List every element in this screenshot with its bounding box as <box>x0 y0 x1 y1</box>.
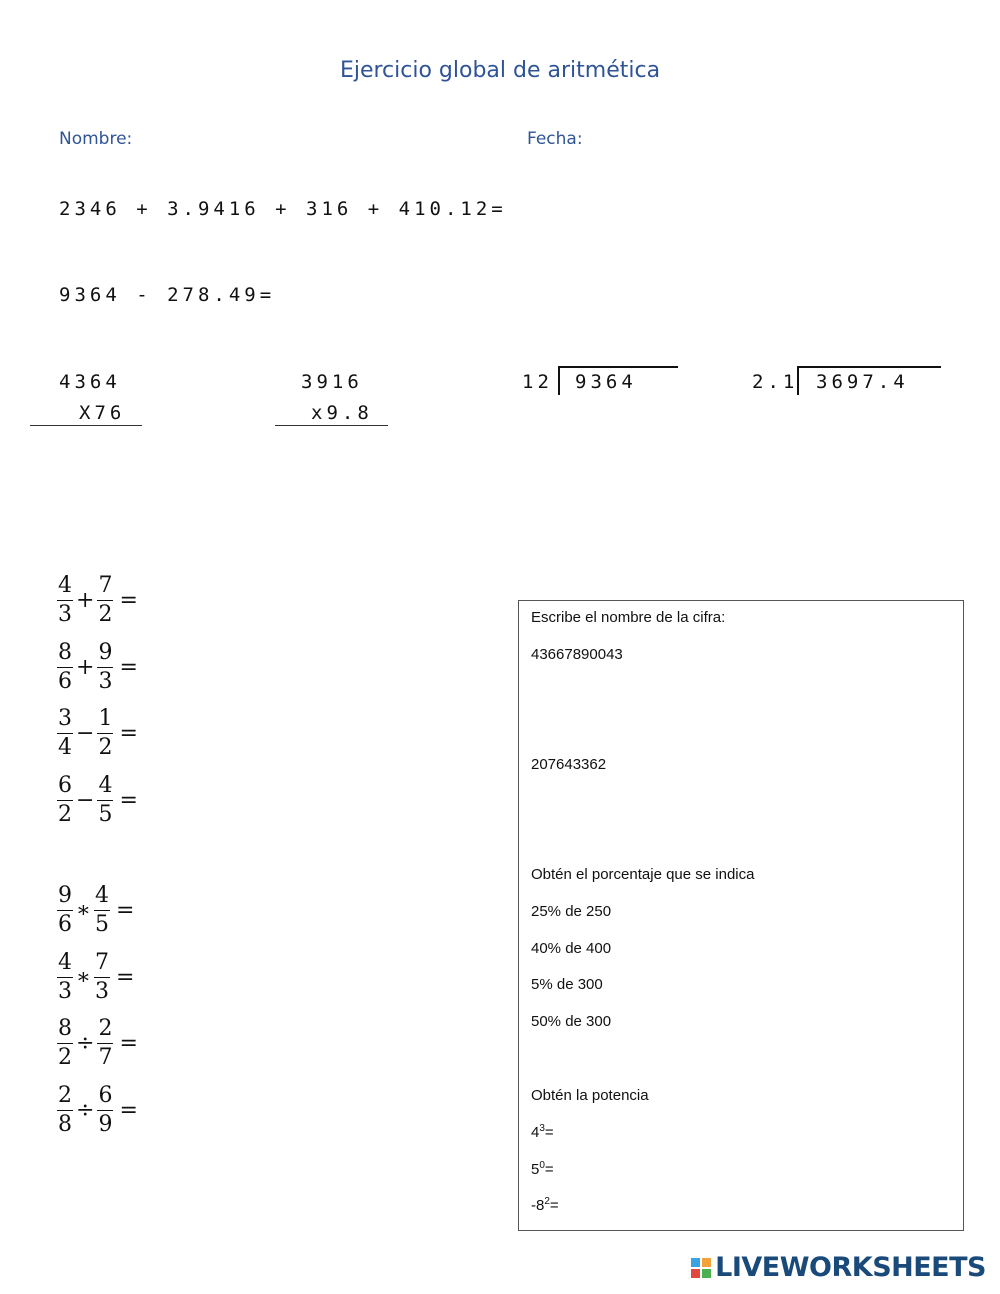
power-2: $5^0=$ <box>531 1160 554 1178</box>
fraction-bar <box>57 600 73 601</box>
operator: − <box>76 720 95 746</box>
name-label: Nombre: <box>59 129 133 149</box>
numerator: 6 <box>58 772 72 798</box>
numerator: 8 <box>58 639 72 665</box>
div2-divisor: 2.1 <box>752 371 799 393</box>
page-title: Ejercicio global de aritmética <box>339 58 661 83</box>
numerator: 4 <box>98 772 113 798</box>
equals-sign: = <box>119 1030 138 1056</box>
fraction-exercise <box>57 880 134 940</box>
fraction-exercise <box>57 770 138 830</box>
denominator: 5 <box>98 801 113 827</box>
fraction-bar <box>94 977 110 978</box>
fraction-exercise <box>57 637 138 697</box>
names-heading: Escribe el nombre de la cifra: <box>531 609 726 626</box>
denominator: 5 <box>94 911 109 937</box>
percent-heading: Obtén el porcentaje que se indica <box>531 866 755 883</box>
fraction-bar <box>97 667 113 668</box>
numerator: 7 <box>94 949 109 975</box>
logo-text: LIVEWORKSHEETS <box>715 1252 986 1283</box>
exercise-box <box>518 600 964 1231</box>
fraction <box>97 1083 113 1138</box>
denominator: 2 <box>58 801 72 827</box>
equals-sign: = <box>115 897 135 923</box>
fraction-bar <box>57 667 73 668</box>
percent-4: 50% de 300 <box>531 1013 612 1030</box>
liveworksheets-logo-icon <box>691 1258 711 1278</box>
fraction <box>57 640 73 695</box>
denominator: 4 <box>58 734 72 760</box>
equals-sign: = <box>115 964 135 990</box>
denominator: 3 <box>98 668 113 694</box>
numerator: 9 <box>58 882 72 908</box>
equals-sign: = <box>119 587 138 613</box>
equals-sign: = <box>119 720 138 746</box>
numerator: 2 <box>98 1015 113 1041</box>
numerator: 4 <box>58 949 72 975</box>
mult1-line <box>30 425 142 426</box>
sum-exercise: 2346 + 3.9416 + 316 + 410.12= <box>59 198 507 220</box>
fraction-bar <box>57 910 73 911</box>
equals-sign: = <box>119 1097 138 1123</box>
numerator: 2 <box>58 1082 72 1108</box>
fraction <box>97 773 113 828</box>
operator: ∗ <box>76 964 91 990</box>
numerator: 4 <box>94 882 109 908</box>
fraction-exercise <box>57 570 138 630</box>
mult2-line <box>275 425 388 426</box>
fraction-exercise <box>57 703 138 763</box>
percent-3: 5% de 300 <box>531 976 603 993</box>
fraction <box>97 706 113 761</box>
fraction <box>57 773 73 828</box>
equals-sign: = <box>119 654 138 680</box>
power-1: $4^3=$ <box>531 1123 554 1141</box>
date-label: Fecha: <box>527 129 583 149</box>
power-heading: Obtén la potencia <box>531 1087 649 1104</box>
fraction <box>57 1083 73 1138</box>
numerator: 1 <box>98 705 113 731</box>
number-1: 43667890043 <box>531 646 623 663</box>
fraction-bar <box>97 600 113 601</box>
percent-1: 25% de 250 <box>531 903 612 920</box>
mult2-top: 3916 <box>301 371 363 393</box>
operator: − <box>76 787 95 813</box>
denominator: 3 <box>58 601 72 627</box>
denominator: 6 <box>58 668 72 694</box>
operator: ÷ <box>76 1097 95 1123</box>
number-2: 207643362 <box>531 756 607 773</box>
equals-sign: = <box>119 787 138 813</box>
mult1-bottom: X76 <box>79 402 126 424</box>
fraction-bar <box>57 733 73 734</box>
fraction <box>97 573 113 628</box>
operator: ÷ <box>76 1030 95 1056</box>
denominator: 2 <box>98 601 113 627</box>
denominator: 6 <box>58 911 72 937</box>
mult2-bottom: x9.8 <box>311 402 373 424</box>
fraction <box>57 706 73 761</box>
subtraction-exercise: 9364 - 278.49= <box>59 284 276 306</box>
fraction <box>57 573 73 628</box>
numerator: 9 <box>98 639 113 665</box>
fraction-bar <box>57 800 73 801</box>
div1-divisor: 12 <box>522 371 553 393</box>
denominator: 2 <box>98 734 113 760</box>
numerator: 8 <box>58 1015 72 1041</box>
div1-dividend: 9364 <box>575 371 637 393</box>
fraction-exercise <box>57 1080 138 1140</box>
fraction <box>57 1016 73 1071</box>
operator: + <box>76 654 95 680</box>
fraction <box>57 950 73 1005</box>
percent-2: 40% de 400 <box>531 940 612 957</box>
denominator: 8 <box>58 1111 72 1137</box>
operator: ∗ <box>76 897 91 923</box>
div2-dividend: 3697.4 <box>816 371 909 393</box>
fraction <box>97 1016 113 1071</box>
numerator: 4 <box>58 572 72 598</box>
fraction-bar <box>94 910 110 911</box>
fraction-bar <box>97 1110 113 1111</box>
fraction-bar <box>57 977 73 978</box>
fraction-bar <box>97 1043 113 1044</box>
denominator: 3 <box>58 978 72 1004</box>
numerator: 7 <box>98 572 113 598</box>
denominator: 3 <box>94 978 109 1004</box>
power-3: $-8^2=$ <box>531 1196 559 1214</box>
denominator: 7 <box>98 1044 113 1070</box>
operator: + <box>76 587 95 613</box>
numerator: 3 <box>58 705 72 731</box>
liveworksheets-logo <box>691 1252 986 1283</box>
fraction-exercise <box>57 1013 138 1073</box>
fraction-exercise <box>57 947 134 1007</box>
denominator: 9 <box>98 1111 113 1137</box>
numerator: 6 <box>98 1082 113 1108</box>
fraction <box>94 883 110 938</box>
mult1-top: 4364 <box>59 371 121 393</box>
fraction <box>57 883 73 938</box>
fraction <box>97 640 113 695</box>
fraction <box>94 950 110 1005</box>
fraction-bar <box>97 800 113 801</box>
fraction-bar <box>97 733 113 734</box>
fraction-bar <box>57 1043 73 1044</box>
denominator: 2 <box>58 1044 72 1070</box>
fraction-bar <box>57 1110 73 1111</box>
